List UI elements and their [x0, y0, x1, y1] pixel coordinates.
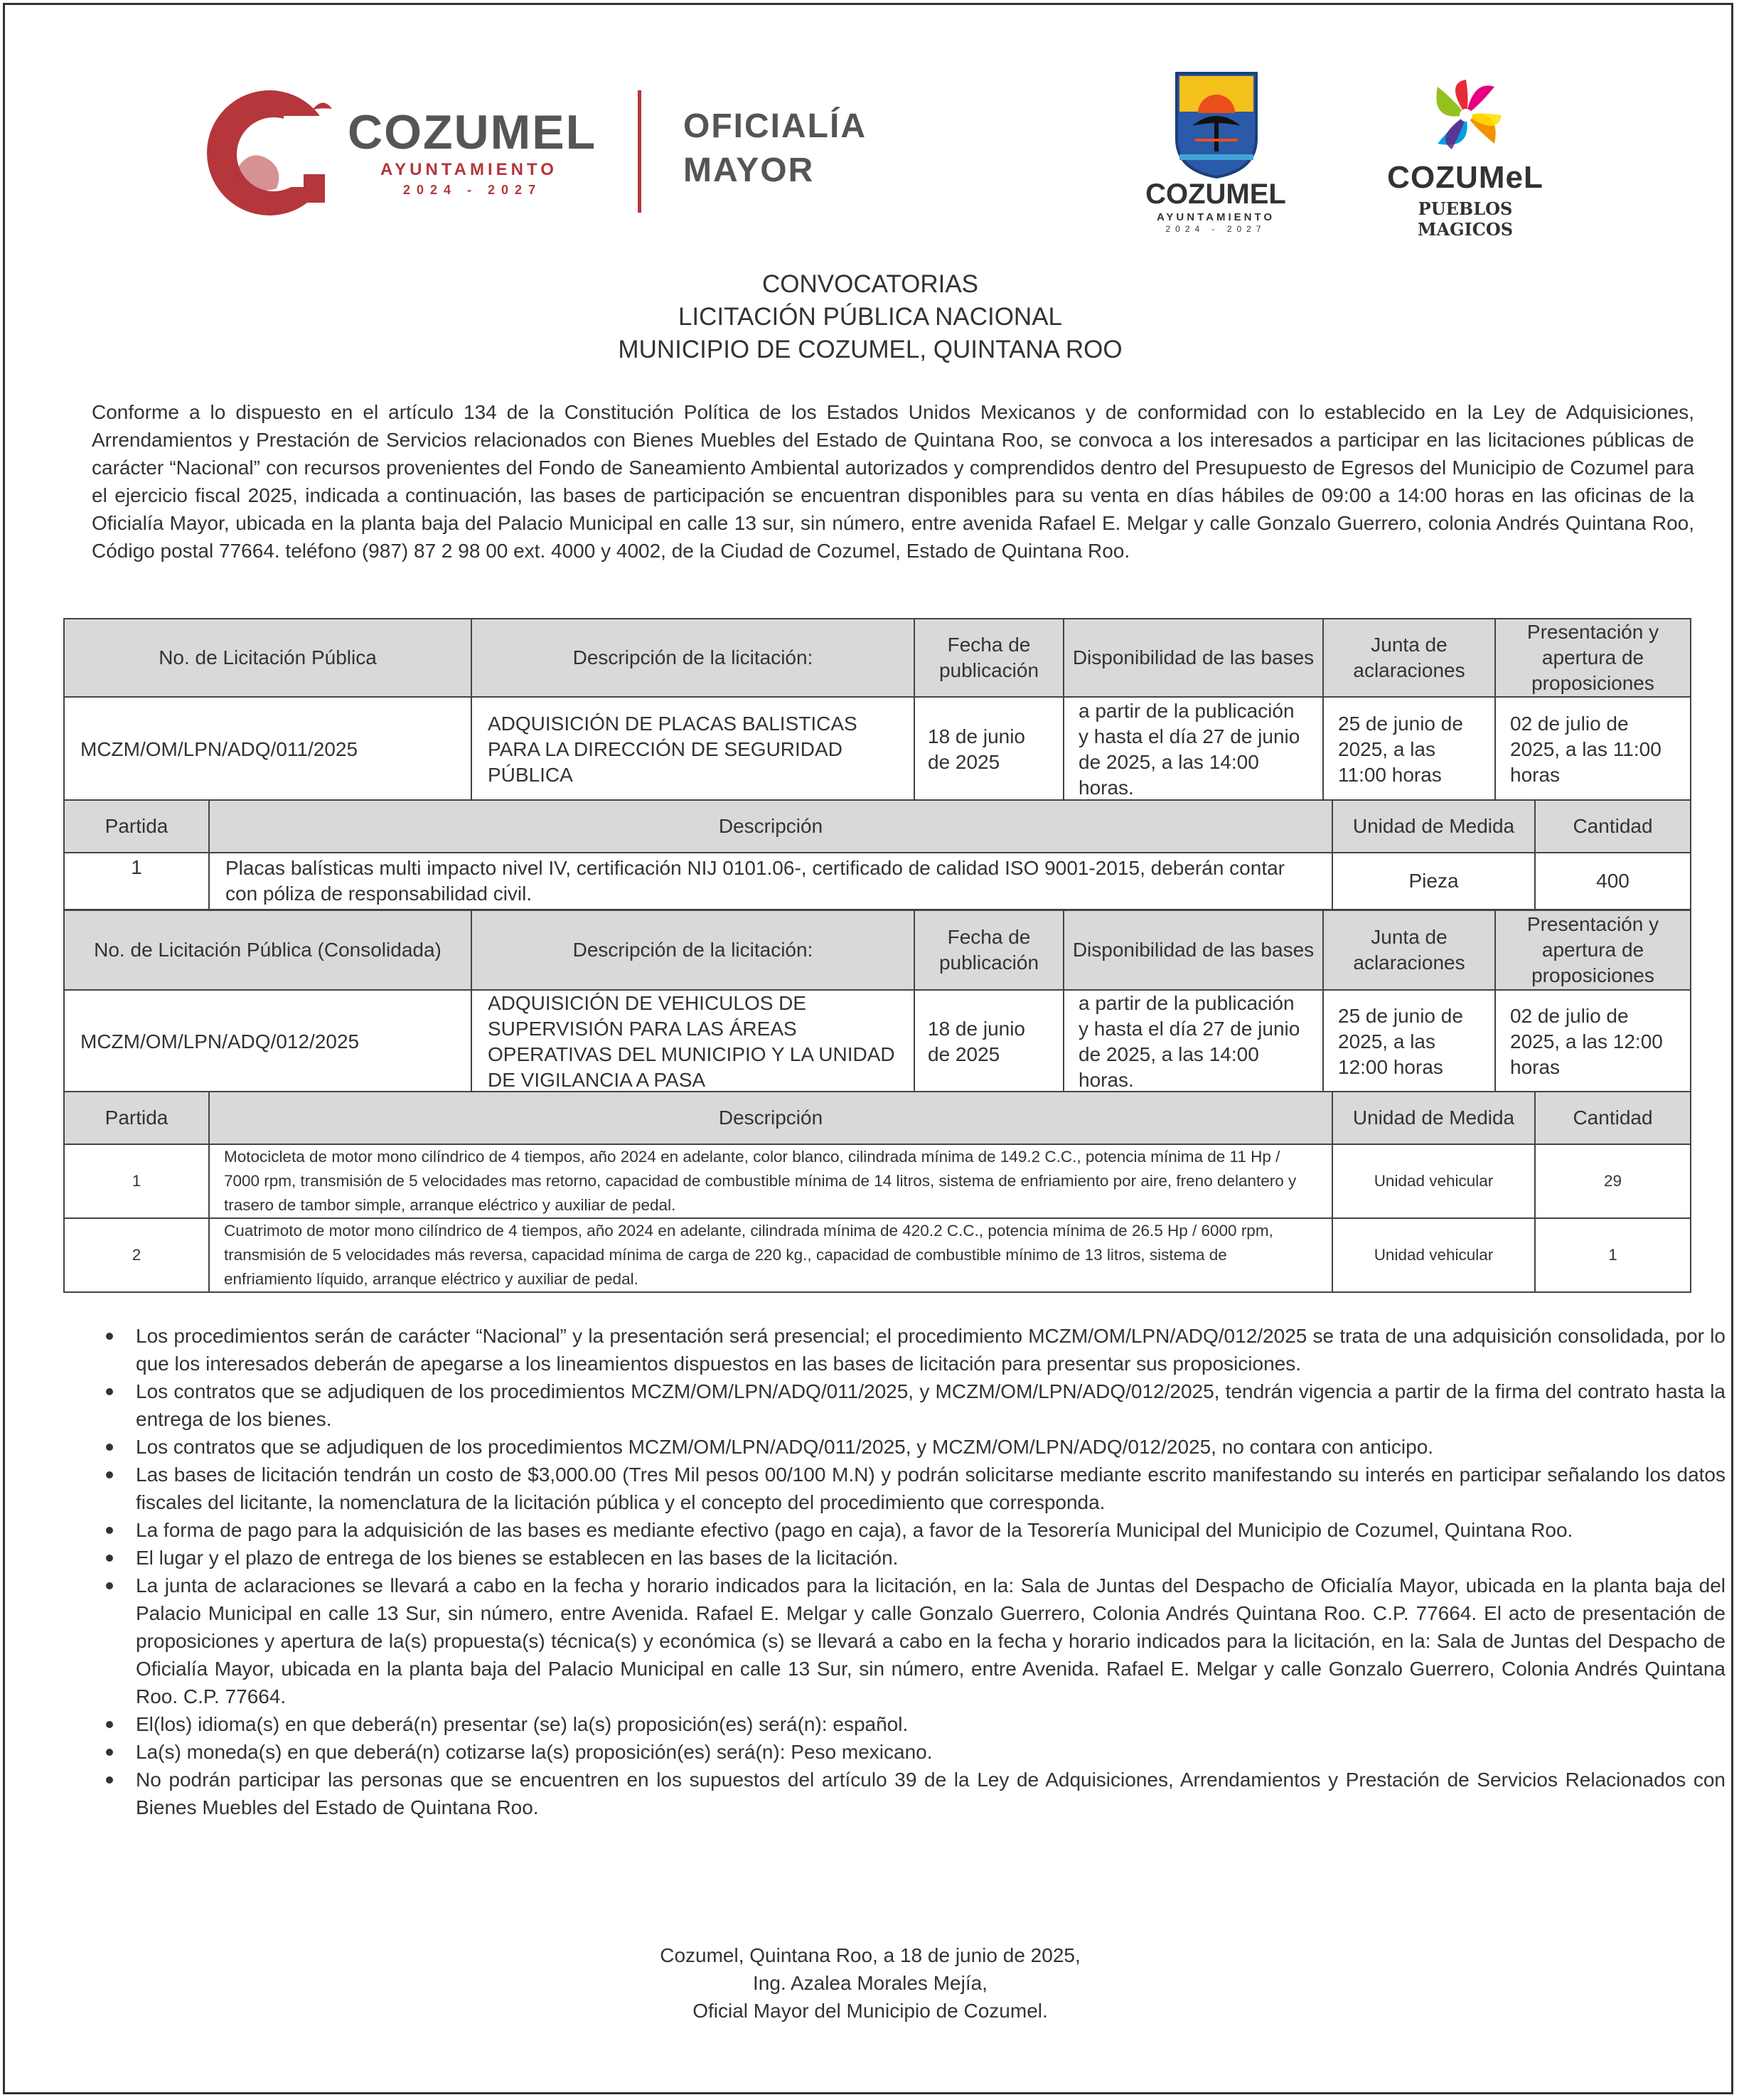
list-item: El lugar y el plazo de entrega de los bienes se establecen en las bases de la licitación. [136, 1544, 1725, 1572]
header-descripcion: Descripción de la licitación: [471, 910, 914, 990]
title-municipio: MUNICIPIO DE COZUMEL, QUINTANA ROO [618, 336, 1123, 363]
licitacion-number: MCZM/OM/LPN/ADQ/011/2025 [64, 697, 471, 801]
list-item: Los contratos que se adjudiquen de los procedimientos MCZM/OM/LPN/ADQ/011/2025, y MCZM/OM/LPN/ADQ/012/2025, no contara con anticipo. [136, 1433, 1725, 1461]
header-descripcion-partida: Descripción [209, 1092, 1332, 1144]
header-no-licitacion-consolidada: No. de Licitación Pública (Consolidada) [64, 910, 471, 990]
licitacion-presentacion: 02 de julio de 2025, a las 12:00 horas [1495, 990, 1691, 1094]
licitacion-disponibilidad: a partir de la publicación y hasta el día 27 de junio de 2025, a las 14:00 horas. [1064, 697, 1323, 801]
header-unidad: Unidad de Medida [1332, 1092, 1535, 1144]
list-item: La(s) moneda(s) en que deberá(n) cotizarse la(s) proposición(es) será(n): Peso mexicano. [136, 1738, 1725, 1766]
header-junta: Junta de aclaraciones [1323, 619, 1495, 697]
licitacion-presentacion: 02 de julio de 2025, a las 11:00 horas [1495, 697, 1691, 801]
partida-unidad: Unidad vehicular [1332, 1218, 1535, 1292]
document-page [3, 3, 1733, 2094]
conditions-list [105, 1322, 1725, 1821]
licitacion-description: ADQUISICIÓN DE VEHICULOS DE SUPERVISIÓN PARA LAS ÁREAS OPERATIVAS DEL MUNICIPIO Y LA UNIDAD DE VIGILANCIA A PASA [471, 990, 914, 1094]
licitacion-junta: 25 de junio de 2025, a las 12:00 horas [1323, 990, 1495, 1094]
licitacion-disponibilidad: a partir de la publicación y hasta el día 27 de junio de 2025, a las 14:00 horas. [1064, 990, 1323, 1094]
header-junta: Junta de aclaraciones [1323, 910, 1495, 990]
list-item: Los procedimientos serán de carácter “Nacional” y la presentación será presencial; el procedimiento MCZM/OM/LPN/ADQ/012/2025 se trata de una adquisición consolidada, por lo que los interesados deberán de apegarse a los lineamientos dispuestos en las bases de licitación para presentar sus proposiciones. [136, 1322, 1725, 1377]
partida-cantidad: 29 [1535, 1144, 1691, 1218]
licitacion-fecha: 18 de junio de 2025 [914, 990, 1064, 1094]
partidas-011-table [63, 799, 1691, 910]
shield-ayuntamiento-word: AYUNTAMIENTO [1156, 211, 1275, 223]
licitacion-header-row [64, 619, 1691, 697]
licitacion-number: MCZM/OM/LPN/ADQ/012/2025 [64, 990, 471, 1094]
oficialia-mayor-label [683, 105, 867, 193]
partida-description: Motocicleta de motor mono cilíndrico de 4 tiempos, año 2024 en adelante, color blanco, cilindrada mínima de 149.2 C.C., potencia mínima de 11 Hp / 7000 rpm, transmisión de 5 velocidades mas retorno, capacidad de combustible mínima de 14 litros, sistema de enfriamiento por aire, freno delantero y trasero de tambor simple, arranque eléctrico y auxiliar de pedal. [209, 1144, 1332, 1218]
partida-cantidad: 1 [1535, 1218, 1691, 1292]
header-cantidad: Cantidad [1535, 1092, 1691, 1144]
licitacion-fecha: 18 de junio de 2025 [914, 697, 1064, 801]
partida-unidad: Pieza [1332, 853, 1535, 910]
logo-cozumel-word: COZUMEL [348, 105, 597, 159]
shield-cozumel-word: COZUMEL [1145, 178, 1286, 210]
licitacion-description: ADQUISICIÓN DE PLACAS BALISTICAS PARA LA DIRECCIÓN DE SEGURIDAD PÚBLICA [471, 697, 914, 801]
licitacion-junta: 25 de junio de 2025, a las 11:00 horas [1323, 697, 1495, 801]
header-presentacion: Presentación y apertura de proposiciones [1495, 910, 1691, 990]
logo-ayuntamiento-word: AYUNTAMIENTO [380, 160, 557, 179]
cozumel-c-emblem-icon [205, 89, 333, 217]
header-descripcion-partida: Descripción [209, 800, 1332, 853]
signature-place-date: Cozumel, Quintana Roo, a 18 de junio de 2025, [660, 1944, 1081, 1966]
signature-block [5, 1941, 1735, 2025]
title-licitacion: LICITACIÓN PÚBLICA NACIONAL [678, 303, 1063, 331]
intro-paragraph: Conforme a lo dispuesto en el artículo 134 de la Constitución Política de los Estados Unidos Mexicanos y de conformidad con lo establecido en la Ley de Adquisiciones, Arrendamientos y Prestación de Servicios relacionados con Bienes Muebles del Estado de Quintana Roo, se convoca a los interesados a participar en las licitaciones públicas de carácter “Nacional” con recursos provenientes del Fondo de Saneamiento Ambiental autorizados y comprendidos dentro del Presupuesto de Egresos del Municipio de Cozumel para el ejercicio fiscal 2025, indicada a continuación, las bases de participación se encuentran disponibles para su venta en días hábiles de 09:00 a 14:00 horas en las oficinas de la Oficialía Mayor, ubicada en la planta baja del Palacio Municipal en calle 13 sur, sin número, entre avenida Rafael E. Melgar y calle Gonzalo Guerrero, colonia Andrés Quintana Roo, Código postal 77664. teléfono (987) 87 2 98 00 ext. 4000 y 4002, de la Ciudad de Cozumel, Estado de Quintana Roo. [92, 401, 1694, 562]
partida-unidad: Unidad vehicular [1332, 1144, 1535, 1218]
header-partida: Partida [64, 1092, 209, 1144]
header-disponibilidad: Disponibilidad de las bases [1064, 910, 1323, 990]
licitacion-row [64, 697, 1691, 801]
mayor-line: MAYOR [683, 151, 815, 189]
partida-cantidad: 400 [1535, 853, 1691, 910]
partida-description: Placas balísticas multi impacto nivel IV, certificación NIJ 0101.06-, certificado de calidad ISO 9001-2015, deberán contar con póliza de responsabilidad civil. [209, 853, 1332, 910]
list-item: No podrán participar las personas que se encuentren en los supuestos del artículo 39 de la Ley de Adquisiciones, Arrendamientos y Prestación de Servicios Relacionados con Bienes Muebles del Estado de Quintana Roo. [136, 1766, 1725, 1821]
partida-number: 1 [64, 853, 209, 910]
oficialia-line: OFICIALÍA [683, 107, 867, 145]
pueblos-magicos-cozumel-word: COZUMeL [1387, 160, 1543, 195]
coat-of-arms-shield-icon [1174, 70, 1259, 178]
partida-number: 1 [64, 1144, 209, 1218]
header-cantidad: Cantidad [1535, 800, 1691, 853]
partidas-header-row [64, 1092, 1691, 1144]
partida-row [64, 853, 1691, 910]
header-descripcion: Descripción de la licitación: [471, 619, 914, 697]
licitacion-header-row [64, 910, 1691, 990]
header-partida: Partida [64, 800, 209, 853]
header-disponibilidad: Disponibilidad de las bases [1064, 619, 1323, 697]
partida-description: Cuatrimoto de motor mono cilíndrico de 4 tiempos, año 2024 en adelante, cilindrada mínima de 420.2 C.C., potencia mínima de 26.5 Hp / 6000 rpm, transmisión de 5 velocidades más reversa, capacidad mínima de carga de 220 kg., capacidad de combustible mínimo de 13 litros, sistema de enfriamiento líquido, arranque eléctrico y auxiliar de pedal. [209, 1218, 1332, 1292]
pueblos-magicos-sub: PUEBLOS MAGICOS [1417, 198, 1514, 240]
title-convocatorias: CONVOCATORIAS [761, 270, 979, 298]
document-titles [5, 268, 1735, 366]
licitacion-row [64, 990, 1691, 1094]
header-unidad: Unidad de Medida [1332, 800, 1535, 853]
pueblos-magicos-logo [1380, 76, 1551, 240]
cozumel-ayuntamiento-logo [205, 89, 881, 217]
partida-row [64, 1144, 1691, 1218]
list-item: La forma de pago para la adquisición de las bases es mediante efectivo (pago en caja), a favor de la Tesorería Municipal del Municipio de Cozumel, Quintana Roo. [136, 1516, 1725, 1544]
signature-name: Ing. Azalea Morales Mejía, [753, 1972, 988, 1994]
signature-title: Oficial Mayor del Municipio de Cozumel. [692, 2000, 1048, 2022]
list-item: Las bases de licitación tendrán un costo de $3,000.00 (Tres Mil pesos 00/100 M.N) y podrán solicitarse mediante escrito manifestando su interés en participar señalando los datos fiscales del licitante, la nomenclatura de la licitación pública y el concepto del procedimiento que corresponda. [136, 1461, 1725, 1516]
cozumel-shield-logo [1134, 70, 1297, 234]
list-item: Los contratos que se adjudiquen de los procedimientos MCZM/OM/LPN/ADQ/011/2025, y MCZM/OM/LPN/ADQ/012/2025, tendrán vigencia a partir de la firma del contrato hasta la entrega de los bienes. [136, 1377, 1725, 1433]
partida-number: 2 [64, 1218, 209, 1292]
logo-years: 2024 - 2027 [403, 183, 542, 197]
partidas-header-row [64, 800, 1691, 853]
licitacion-012-table [63, 910, 1691, 1094]
header-presentacion: Presentación y apertura de proposiciones [1495, 619, 1691, 697]
list-item: El(los) idioma(s) en que deberá(n) presentar (se) la(s) proposición(es) será(n): español. [136, 1710, 1725, 1738]
header-fecha: Fecha de publicación [914, 619, 1064, 697]
licitacion-011-table [63, 618, 1691, 802]
partidas-012-table [63, 1091, 1691, 1293]
shield-years: 2024 - 2027 [1165, 224, 1266, 234]
list-item: La junta de aclaraciones se llevará a cabo en la fecha y horario indicados para la licitación, en la: Sala de Juntas del Despacho de Oficialía Mayor, ubicada en la planta baja del Palacio Municipal en calle 13 Sur, sin número, entre Avenida. Rafael E. Melgar y calle Gonzalo Guerrero, Colonia Andrés Quintana Roo. C.P. 77664. El acto de presentación de proposiciones y apertura de la(s) propuesta(s) técnica(s) y económica (s) se llevará a cabo en la fecha y horario indicados para la licitación, en la: Sala de Juntas del Despacho de Oficialía Mayor, ubicada en la planta baja del Palacio Municipal en calle 13 Sur, sin número, entre Avenida. Rafael E. Melgar y calle Gonzalo Guerrero, Colonia Andrés Quintana Roo. C.P. 77664. [136, 1572, 1725, 1710]
logo-divider [638, 90, 641, 213]
pueblos-magicos-flower-icon [1427, 76, 1505, 154]
header-no-licitacion: No. de Licitación Pública [64, 619, 471, 697]
header-fecha: Fecha de publicación [914, 910, 1064, 990]
partida-row [64, 1218, 1691, 1292]
